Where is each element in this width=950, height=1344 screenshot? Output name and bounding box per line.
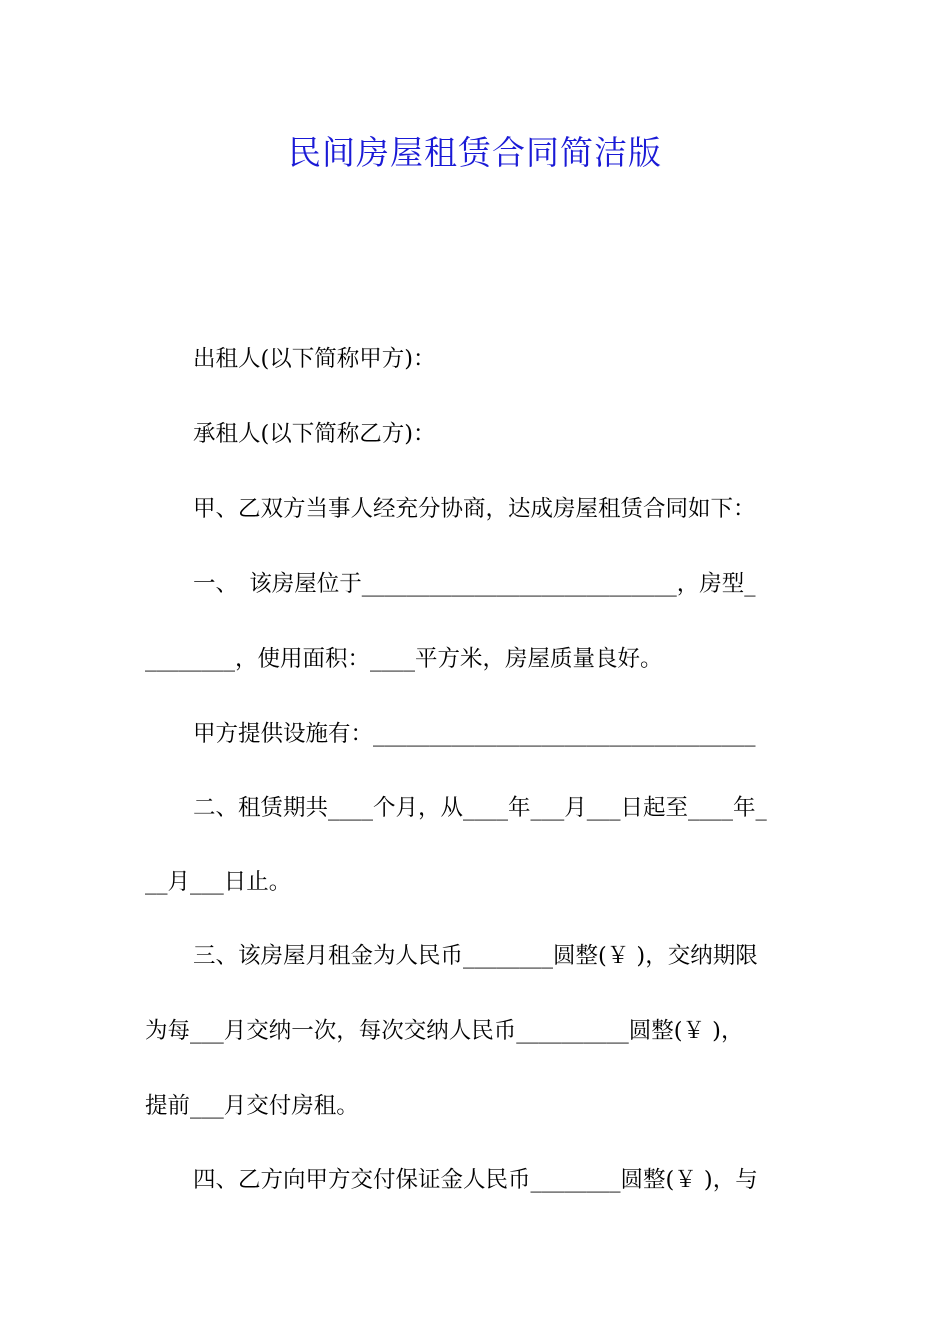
clause-3-line-1: 三、该房屋月租金为人民币________圆整(￥ )，交纳期限 (193, 943, 758, 969)
clause-2-line-2: __月___日止。 (145, 869, 292, 895)
clause-4-line-1: 四、乙方向甲方交付保证金人民币________圆整(￥ )，与 (193, 1167, 758, 1193)
clause-2-line-1: 二、租赁期共____个月，从____年___月___日起至____年_ (193, 795, 767, 821)
lessee-line: 承租人(以下简称乙方)： (193, 421, 436, 447)
agreement-intro: 甲、乙双方当事人经充分协商，达成房屋租赁合同如下： (193, 496, 756, 522)
document-title: 民间房屋租赁合同简洁版 (288, 133, 662, 172)
clause-1-line-1: 一、 该房屋位于____________________________，房型_ (193, 571, 756, 597)
facilities-line: 甲方提供设施有：__________________________________ (193, 721, 756, 747)
clause-3-line-3: 提前___月交付房租。 (145, 1093, 359, 1119)
clause-3-line-2: 为每___月交纳一次，每次交纳人民币__________圆整(￥ )， (145, 1018, 744, 1044)
clause-1-line-2: ________，使用面积：____平方米，房屋质量良好。 (145, 646, 663, 672)
lessor-line: 出租人(以下简称甲方)： (193, 346, 436, 372)
